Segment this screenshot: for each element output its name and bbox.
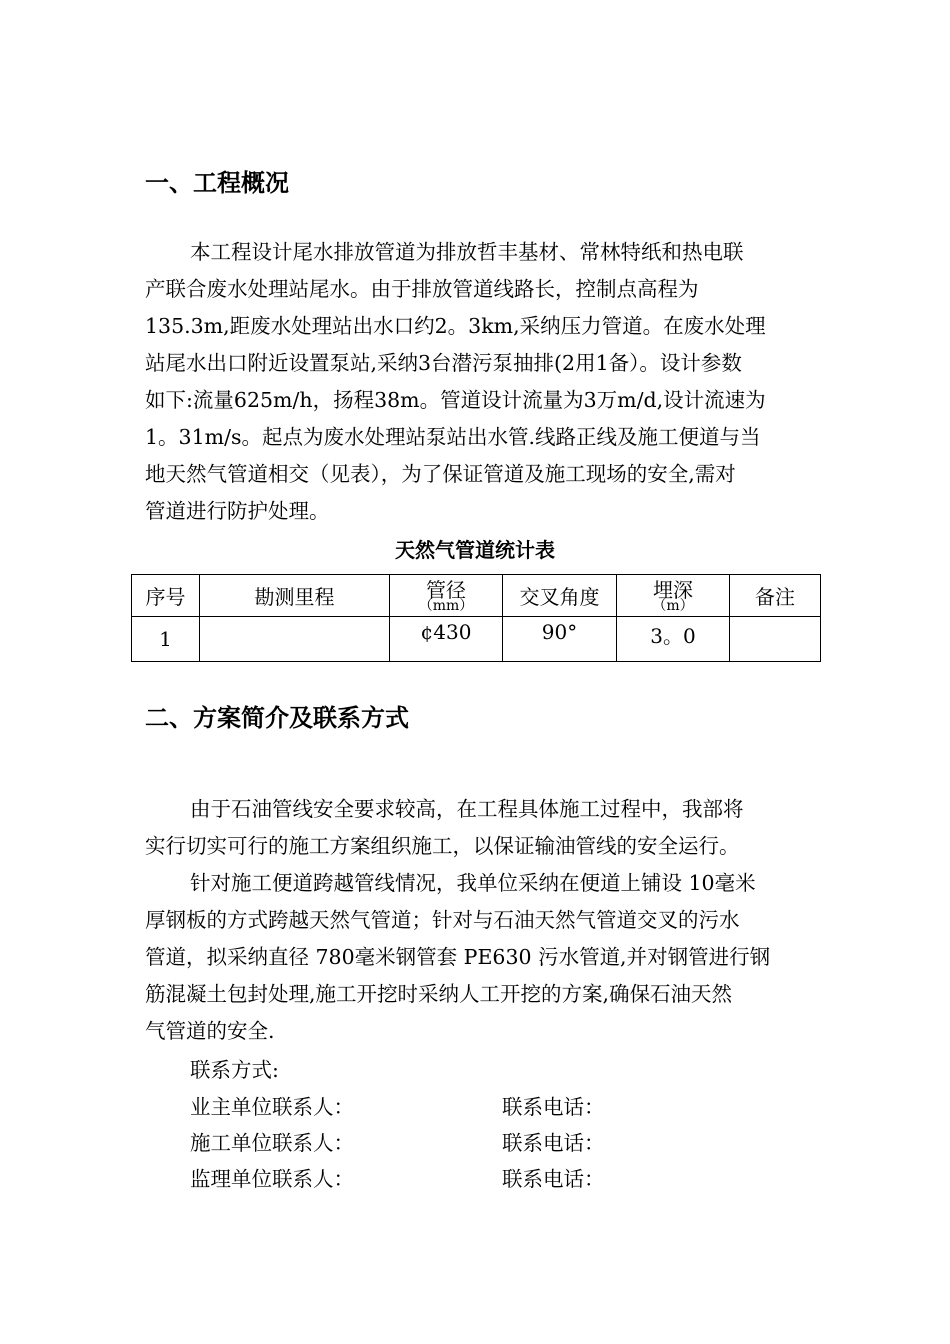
section2-paragraph-2 [145,865,815,1050]
cell-diameter: ¢430 [390,617,503,662]
gas-pipeline-table [131,574,821,662]
table-caption: 天然气管道统计表 [395,538,555,562]
paragraph-line: 由于石油管线安全要求较高，在工程具体施工过程中，我部将 [190,797,744,821]
contact-owner-label: 业主单位联系人： [190,1095,354,1119]
header-no: 序号 [132,575,200,617]
paragraph-line: 135.3m,距废水处理站出水口约2。3km,采纳压力管道。在废水处理 [145,314,766,338]
contact-supervisor-phone: 联系电话： [502,1167,605,1191]
paragraph-line: 厚钢板的方式跨越天然气管道；针对与石油天然气管道交叉的污水 [145,908,740,932]
paragraph-line: 1。31m/s。起点为废水处理站泵站出水管.线路正线及施工便道与当 [145,425,761,449]
header-depth-unit: （m） [652,597,694,614]
contact-owner-phone: 联系电话： [502,1095,605,1119]
contact-construction-label: 施工单位联系人： [190,1131,354,1155]
paragraph-line: 管道，拟采纳直径 780毫米钢管套 PE630 污水管道,并对钢管进行钢 [145,945,771,969]
section1-title: 一、工程概况 [145,169,289,197]
cell-no: 1 [132,617,200,662]
paragraph-line: 地天然气管道相交（见表），为了保证管道及施工现场的安全,需对 [145,462,736,486]
paragraph-line: 针对施工便道跨越管线情况，我单位采纳在便道上铺设 10毫米 [190,871,756,895]
paragraph-line: 产联合废水处理站尾水。由于排放管道线路长，控制点高程为 [145,277,699,301]
paragraph-line: 管道进行防护处理。 [145,499,330,523]
table-header-row [132,575,821,617]
paragraph-line: 实行切实可行的施工方案组织施工，以保证输油管线的安全运行。 [145,834,740,858]
header-angle: 交叉角度 [503,575,617,617]
contact-title: 联系方式: [190,1058,279,1082]
header-remark: 备注 [730,575,821,617]
paragraph-line: 站尾水出口附近设置泵站,采纳3台潜污泵抽排(2用1备）。设计参数 [145,351,742,375]
header-diameter-unit: （mm） [418,597,474,614]
header-mileage: 勘测里程 [200,575,390,617]
section2-title: 二、方案简介及联系方式 [145,704,409,732]
paragraph-line: 气管道的安全. [145,1019,275,1043]
header-diameter [390,575,503,617]
header-depth-label: 埋深 [653,577,693,602]
table-row [132,617,821,662]
paragraph-line: 如下:流量625m/h，扬程38m。管道设计流量为3万m/d,设计流速为 [145,388,766,412]
paragraph-line: 筋混凝土包封处理,施工开挖时采纳人工开挖的方案,确保石油天然 [145,982,733,1006]
cell-mileage [200,617,390,662]
header-diameter-label: 管径 [426,577,466,602]
cell-angle: 90° [503,617,617,662]
section1-paragraph [145,234,815,530]
section2-paragraph-1 [145,791,815,865]
contact-supervisor-label: 监理单位联系人： [190,1167,354,1191]
cell-remark [730,617,821,662]
contact-construction-phone: 联系电话： [502,1131,605,1155]
paragraph-line: 本工程设计尾水排放管道为排放哲丰基材、常林特纸和热电联 [190,240,744,264]
cell-depth: 3。0 [617,617,730,662]
header-depth [617,575,730,617]
